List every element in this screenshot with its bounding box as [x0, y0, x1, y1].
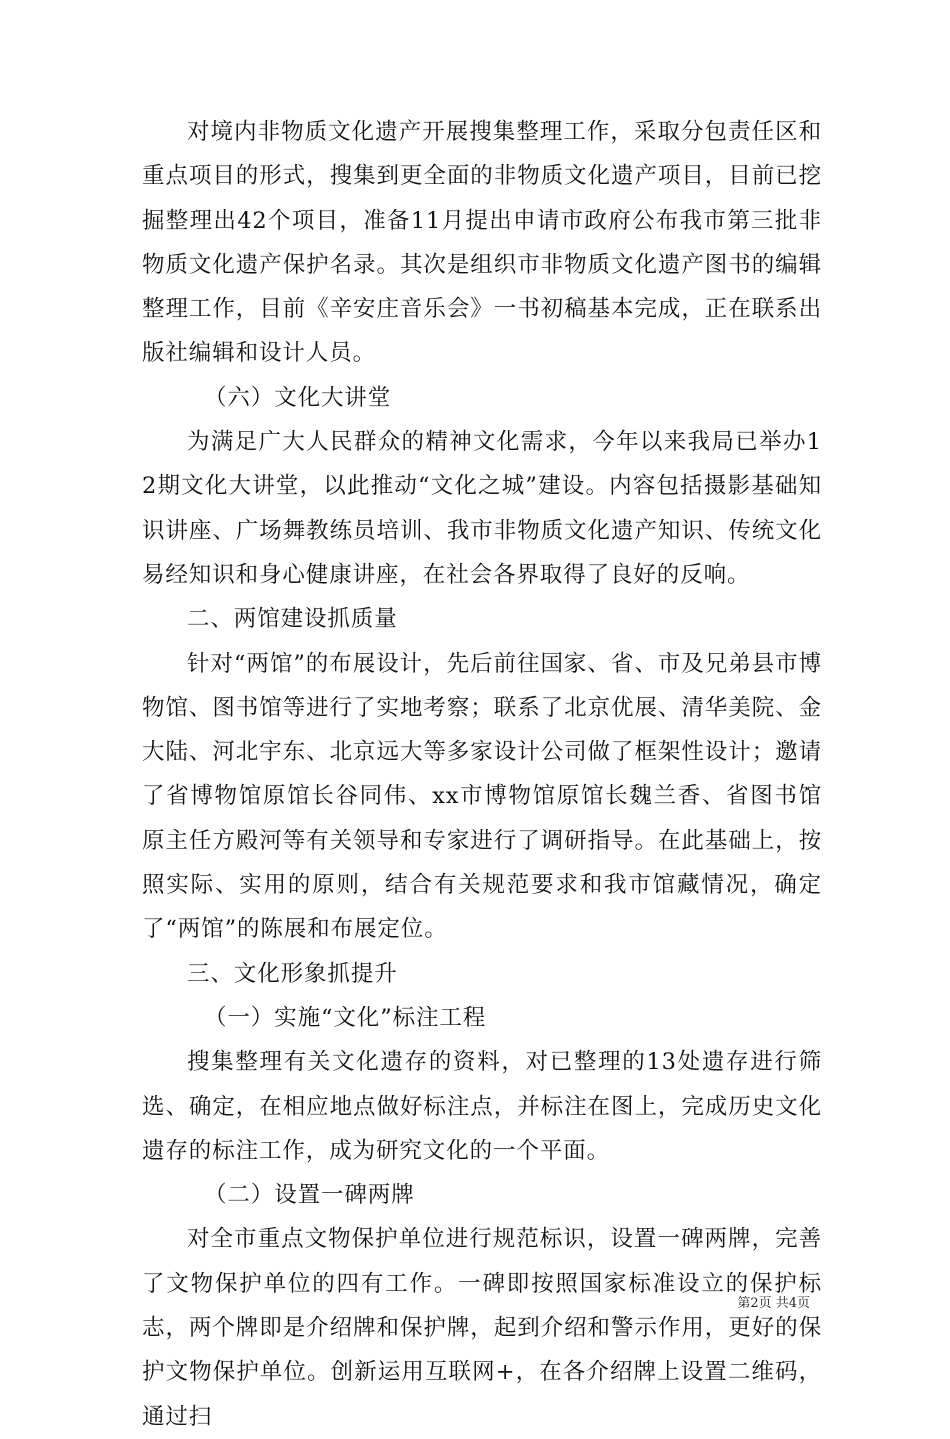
paragraph-one-stele-two-plaques: 对全市重点文物保护单位进行规范标识，设置一碑两牌，完善了文物保护单位的四有工作。一碑即按照国家标准设立的保护标志，两个牌即是介绍牌和保护牌，起到介绍和警示作用，更好的保护文物保护单位。创新运用互联网+，在各介绍牌上设置二维码，通过扫 [142, 1226, 822, 1430]
paragraph-two-museums: 针对“两馆”的布展设计，先后前往国家、省、市及兄弟县市博物馆、图书馆等进行了实地考察；联系了北京优展、清华美院、金大陆、河北宇东、北京远大等多家设计公司做了框架性设计；邀请了省博物馆原馆长谷同伟、xx市博物馆原馆长魏兰香、省图书馆原主任方殿河等有关领导和专家进行了调研指导。在此基础上，按照实际、实用的原则，结合有关规范要求和我市馆藏情况，确定了“两馆”的陈展和布展定位。 [142, 650, 822, 943]
subheading-culture-marking: （一）实施“文化”标注工程 [204, 1004, 487, 1031]
heading-two-museums: 二、两馆建设抓质量 [187, 606, 398, 633]
paragraph-intangible-heritage: 对境内非物质文化遗产开展搜集整理工作，采取分包责任区和重点项目的形式，搜集到更全面的非物质文化遗产项目，目前已挖掘整理出42个项目，准备11月提出申请市政府公布我市第三批非物质文化遗产保护名录。其次是组织市非物质文化遗产图书的编辑整理工作，目前《辛安庄音乐会》一书初稿基本完成，正在联系出版社编辑和设计人员。 [142, 119, 822, 367]
heading-culture-image: 三、文化形象抓提升 [187, 960, 398, 987]
paragraph-culture-lecture: 为满足广大人民群众的精神文化需求，今年以来我局已举办12期文化大讲堂，以此推动“文化之城”建设。内容包括摄影基础知识讲座、广场舞教练员培训、我市非物质文化遗产知识、传统文化易经知识和身心健康讲座，在社会各界取得了良好的反响。 [142, 429, 822, 588]
page-number: 第2页 共4页 [737, 1296, 810, 1311]
subheading-culture-lecture: （六）文化大讲堂 [204, 384, 392, 411]
document-body [142, 110, 822, 1439]
paragraph-culture-marking: 搜集整理有关文化遗存的资料，对已整理的13处遗存进行筛选、确定，在相应地点做好标注点，并标注在图上，完成历史文化遗存的标注工作，成为研究文化的一个平面。 [142, 1049, 822, 1164]
subheading-one-stele-two-plaques: （二）设置一碑两牌 [204, 1182, 415, 1209]
